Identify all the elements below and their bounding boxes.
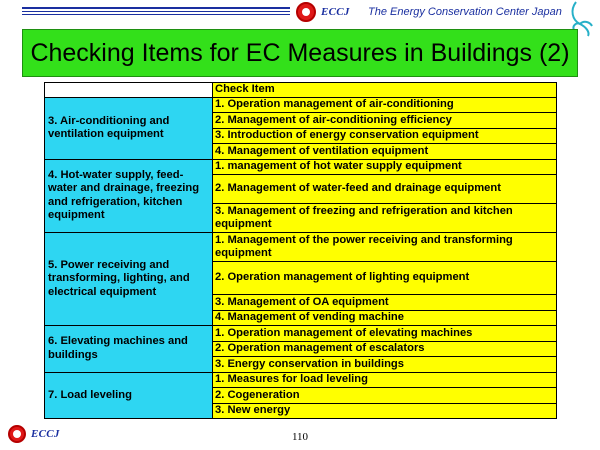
header-rule	[22, 7, 290, 9]
page-number: 110	[291, 431, 309, 443]
header-rule	[22, 14, 290, 15]
eccj-emblem-icon	[296, 2, 316, 22]
category-cell: 4. Hot-water supply, feed-water and drainage, freezing and refrigeration, kitchen equipment	[45, 159, 213, 233]
item-cell: 4. Management of vending machine	[213, 310, 557, 326]
table-row	[45, 326, 557, 342]
item-cell: 1. Measures for load leveling	[213, 372, 557, 388]
item-cell: 3. Management of OA equipment	[213, 295, 557, 311]
table-row	[45, 372, 557, 388]
table-row	[45, 97, 557, 113]
item-cell: 4. Management of ventilation equipment	[213, 144, 557, 160]
item-cell: 2. Operation management of escalators	[213, 341, 557, 357]
title-banner	[22, 29, 578, 77]
item-cell: 2. Management of air-conditioning efficiency	[213, 113, 557, 129]
category-cell: 5. Power receiving and transforming, lighting, and electrical equipment	[45, 233, 213, 326]
category-cell: 6. Elevating machines and buildings	[45, 326, 213, 373]
item-cell: 2. Management of water-feed and drainage equipment	[213, 175, 557, 204]
item-cell: 1. Management of the power receiving and transforming equipment	[213, 233, 557, 262]
table-row	[45, 233, 557, 262]
item-cell: 1. Operation management of elevating machines	[213, 326, 557, 342]
check-items-table	[44, 82, 557, 419]
eccj-logo	[296, 2, 350, 22]
header-rule	[22, 11, 290, 12]
blank-header-cell	[45, 83, 213, 98]
item-cell: 3. Introduction of energy conservation equipment	[213, 128, 557, 144]
category-cell: 7. Load leveling	[45, 372, 213, 419]
item-cell: 3. Management of freezing and refrigeration and kitchen equipment	[213, 204, 557, 233]
item-cell: 1. management of hot water supply equipment	[213, 159, 557, 175]
category-cell: 3. Air-conditioning and ventilation equipment	[45, 97, 213, 159]
item-cell: 3. New energy	[213, 403, 557, 419]
logo-text: ECCJ	[321, 6, 350, 18]
item-cell: 2. Operation management of lighting equipment	[213, 262, 557, 295]
item-cell: 1. Operation management of air-conditioning	[213, 97, 557, 113]
item-cell: 2. Cogeneration	[213, 388, 557, 404]
organization-name: The Energy Conservation Center Japan	[368, 6, 562, 18]
page-title: Checking Items for EC Measures in Buildings (2)	[30, 38, 570, 67]
item-cell: 3. Energy conservation in buildings	[213, 357, 557, 373]
table-header-row	[45, 83, 557, 98]
footer-logo-text: ECCJ	[31, 428, 60, 440]
table-row	[45, 159, 557, 175]
column-header-check-item: Check Item	[213, 83, 557, 98]
